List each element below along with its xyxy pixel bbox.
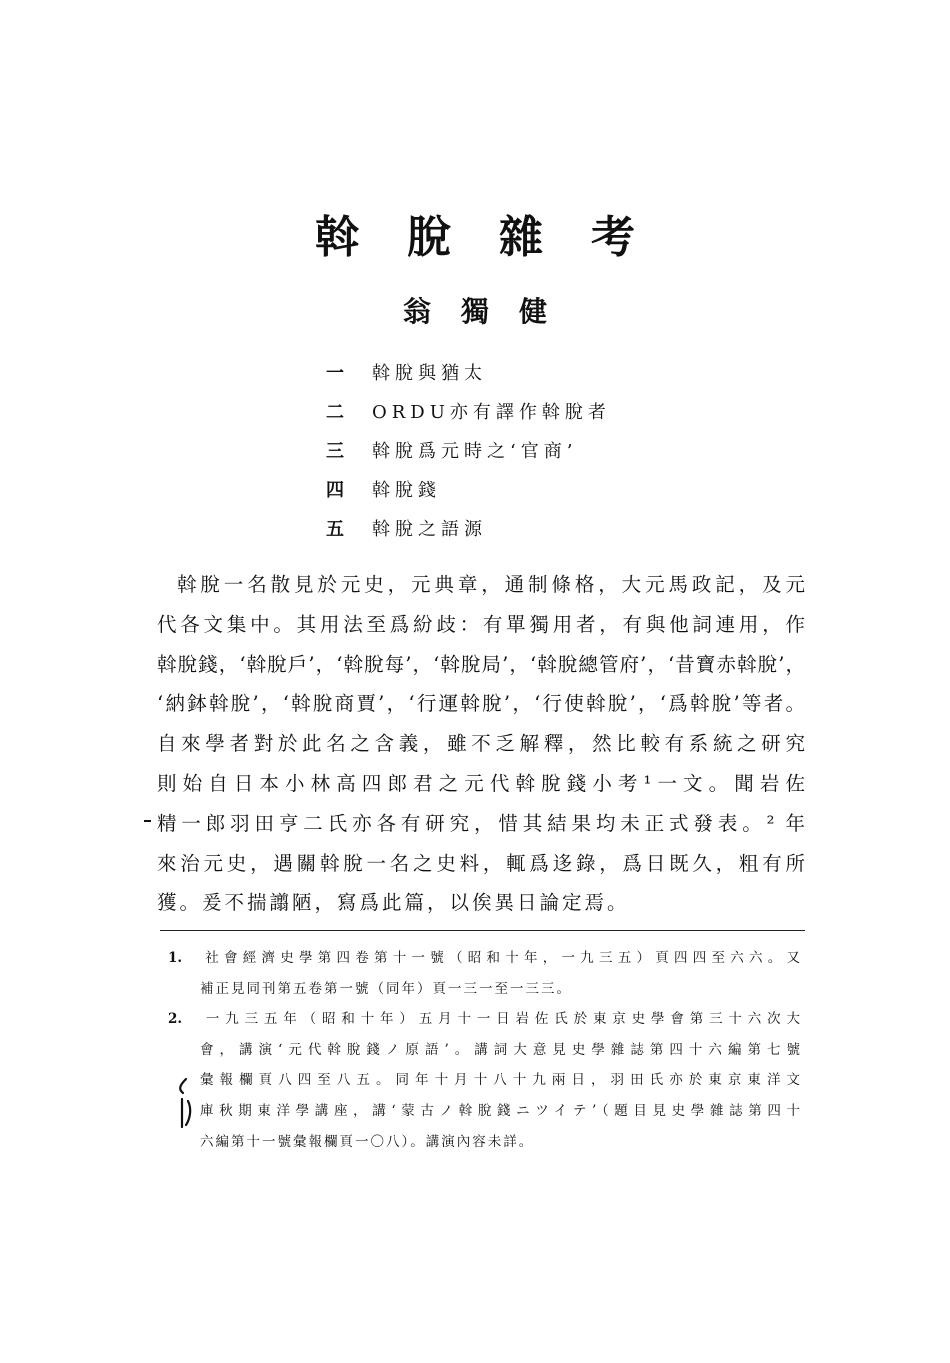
footnote-rule bbox=[160, 930, 805, 931]
body-line: 斡脫一名散見於元史，元典章，通制條格，大元馬政記，及元 bbox=[177, 573, 805, 596]
outline-text: 斡脫爲元時之‘官商’ bbox=[372, 441, 578, 462]
outline-text: ORDU亦有譯作斡脫者 bbox=[372, 402, 611, 423]
body-line: 代各文集中。其用法至爲紛歧：有單獨用者，有與他詞連用，作 bbox=[157, 612, 805, 636]
body-line: 獲。爰不揣譾陋，寫爲此篇，以俟異日論定焉。 bbox=[157, 891, 630, 915]
footnote-line: 六編第十一號彙報欄頁一〇八）。講演內容未詳。 bbox=[200, 1133, 535, 1150]
outline-number: 一 bbox=[326, 363, 344, 384]
footnote-line: 會，講演‘元代斡脫錢ノ原語’。講詞大意見史學雜誌第四十六編第七號 bbox=[200, 1041, 800, 1058]
article-author: 翁獨健 bbox=[402, 295, 577, 328]
outline-item bbox=[326, 358, 611, 397]
footnote-text: 社會經濟史學第四卷第十一號（昭和十年，一九三五）頁四四至六六。又 bbox=[200, 950, 800, 966]
footnotes bbox=[168, 943, 800, 1157]
outline-text: 斡脫與猶太 bbox=[372, 363, 487, 384]
outline-number: 三 bbox=[326, 441, 344, 462]
outline-number: 四 bbox=[326, 480, 344, 501]
body-line: 來治元史，遇關斡脫一名之史料，輒爲迻錄，爲日既久，粗有所 bbox=[157, 851, 805, 875]
footnote-line bbox=[168, 943, 800, 974]
outline-number: 二 bbox=[326, 402, 344, 423]
body-paragraph bbox=[157, 565, 805, 923]
body-line: 精一郎羽田亨二氏亦各有研究，惜其結果均未正式發表。² 年 bbox=[157, 811, 805, 835]
body-line: 斡脫錢，‘斡脫戶’，‘斡脫每’，‘斡脫局’，‘斡脫總管府’，‘昔寶赤斡脫’， bbox=[157, 652, 805, 676]
section-outline bbox=[326, 358, 611, 553]
footnote-text: 一九三五年（昭和十年）五月十一日岩佐氏於東京史學會第三十六次大 bbox=[200, 1011, 800, 1028]
outline-number: 五 bbox=[326, 519, 344, 540]
footnote-line bbox=[168, 1004, 800, 1035]
outline-item bbox=[326, 397, 611, 436]
handwritten-margin-mark bbox=[174, 1075, 194, 1135]
footnote-line: 彙報欄頁八四至八五。同年十月十八十九兩日，羽田氏亦於東京東洋文 bbox=[200, 1072, 800, 1089]
outline-text: 斡脫之語源 bbox=[372, 519, 487, 540]
outline-item bbox=[326, 475, 611, 514]
outline-item bbox=[326, 436, 611, 475]
footnote-line: 庫秋期東洋學講座，講‘蒙古ノ斡脫錢ニツイテ’（題目見史學雜誌第四十 bbox=[200, 1102, 800, 1119]
outline-text: 斡脫錢 bbox=[372, 480, 441, 501]
body-line: ‘納鉢斡脫’，‘斡脫商賈’，‘行運斡脫’，‘行使斡脫’，‘爲斡脫’等者。 bbox=[157, 692, 805, 716]
footnote-label: 1. bbox=[168, 950, 183, 966]
footnote-line: 補正見同刊第五卷第一號（同年）頁一三一至一三三。 bbox=[200, 980, 572, 997]
margin-dash bbox=[144, 820, 151, 822]
footnote-label: 2. bbox=[168, 1011, 183, 1028]
article-title: 斡脫雜考 bbox=[315, 212, 683, 263]
outline-item bbox=[326, 514, 611, 553]
body-line: 自來學者對於此名之含義，雖不乏解釋，然比較有系統之研究 bbox=[157, 732, 805, 756]
body-line: 則始自日本小林高四郎君之元代斡脫錢小考¹一文。聞岩佐 bbox=[157, 771, 805, 795]
